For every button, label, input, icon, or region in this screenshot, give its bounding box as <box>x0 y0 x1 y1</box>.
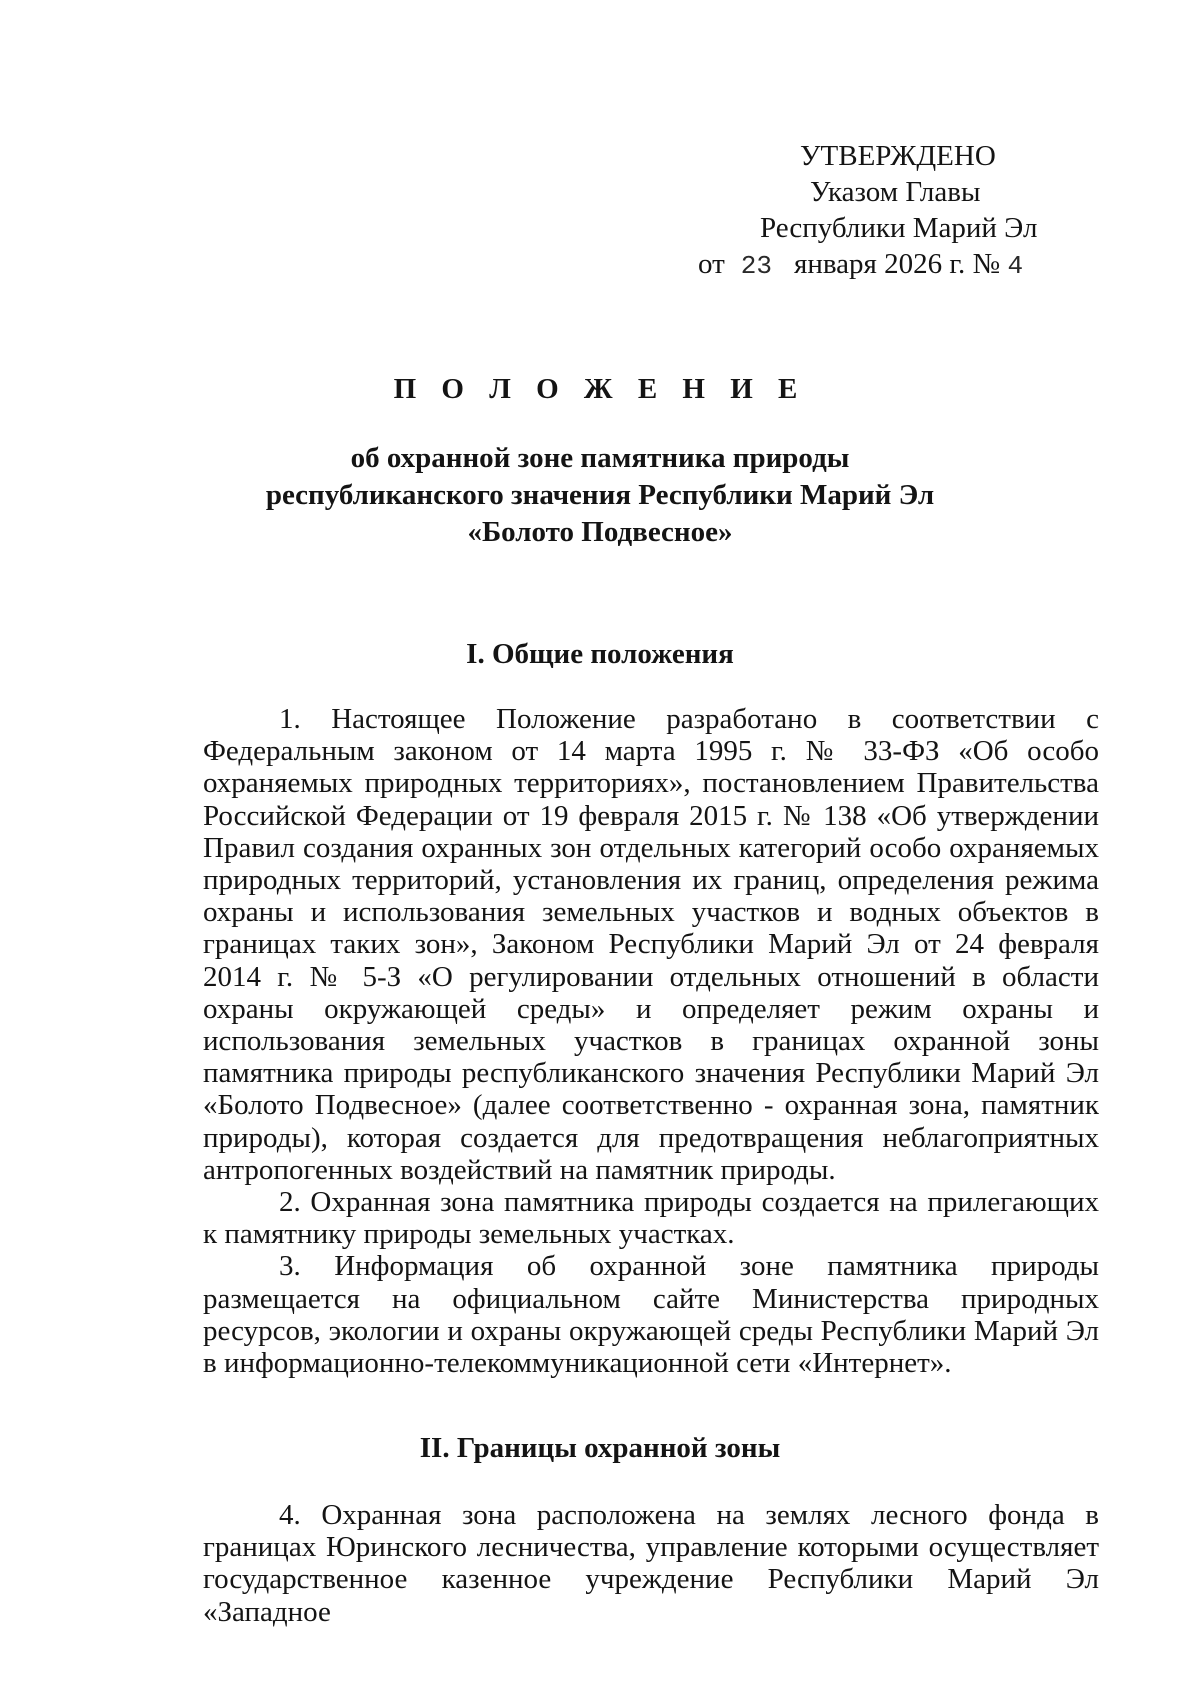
subtitle-line-3: «Болото Подвесное» <box>467 516 733 548</box>
approval-stamp <box>700 138 1080 284</box>
approval-date-prefix: от <box>698 248 725 280</box>
approval-date-line <box>698 246 1080 284</box>
approval-heading: УТВЕРЖДЕНО <box>800 140 996 172</box>
paragraph-3: 3. Информация об охранной зоне памятника природы размещается на официальном сайте Министерства природных ресурсов, экологии и охраны окружающей среды Республики Марий Эл в информационно-телекоммуникационной сети «Интернет». <box>203 1250 1099 1380</box>
paragraph-4: 4. Охранная зона расположена на землях лесного фонда в границах Юринского лесничества, управление которыми осуществляет государственное казенное учреждение Республики Марий Эл «Западное <box>203 1499 1099 1628</box>
approval-day: 23 <box>740 251 773 281</box>
subtitle-line-2: республиканского значения Республики Марий Эл <box>265 479 935 511</box>
subtitle-line-1: об охранной зоне памятника природы <box>350 442 850 474</box>
approval-number: 4 <box>1007 251 1024 281</box>
approval-republic: Республики Марий Эл <box>760 212 1038 244</box>
document-subtitle <box>0 440 1200 551</box>
section-1-body <box>203 703 1099 1379</box>
section-1-heading: I. Общие положения <box>466 638 734 670</box>
approval-issuer: Указом Главы <box>810 176 981 208</box>
paragraph-2: 2. Охранная зона памятника природы создается на прилегающих к памятнику природы земельных участках. <box>203 1186 1099 1251</box>
section-2-body <box>203 1499 1099 1628</box>
document-title: П О Л О Ж Е Н И Е <box>393 373 807 405</box>
paragraph-1: 1. Настоящее Положение разработано в соответствии с Федеральным законом от 14 марта 1995 г. № 33-ФЗ «Об особо охраняемых природных территориях», постановлением Правительства Российской Федерации от 19 февраля 2015 г. № 138 «Об утверждении Правил создания охранных зон отдельных категорий особо охраняемых природных территорий, установления их границ, определения режима охраны и использования земельных участков и водных объектов в границах таких зон», Законом Республики Марий Эл от 24 февраля 2014 г. № 5-З «О регулировании отдельных отношений в области охраны окружающей среды» и определяет режим охраны и использования земельных участков в границах охранной зоны памятника природы республиканского значения Республики Марий Эл «Болото Подвесное» (далее соответственно - охранная зона, памятник природы), которая создается для предотвращения неблагоприятных антропогенных воздействий на памятник природы. <box>203 703 1099 1186</box>
approval-month-year: января 2026 г. № <box>794 248 1001 280</box>
section-2-heading: II. Границы охранной зоны <box>419 1432 781 1464</box>
